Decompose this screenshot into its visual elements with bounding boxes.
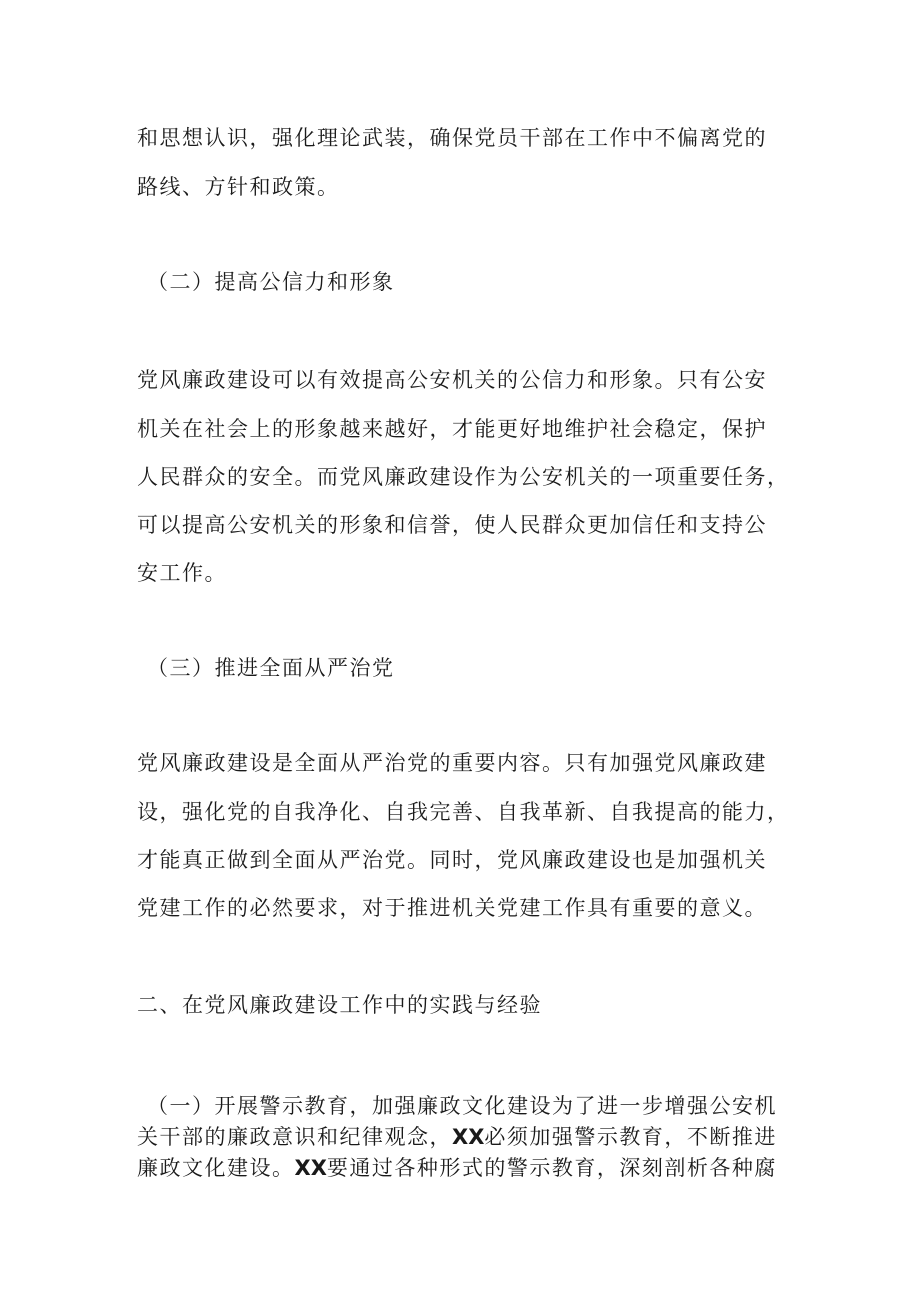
paragraph-line: 才能真正做到全面从严治党。同时，党风廉政建设也是加强机关 bbox=[137, 848, 767, 872]
part-heading: 二、在党风廉政建设工作中的实践与经验 bbox=[137, 993, 542, 1017]
paragraph-line: 党建工作的必然要求，对于推进机关党建工作具有重要的意义。 bbox=[137, 896, 767, 920]
section-heading: （三）推进全面从严治党 bbox=[147, 656, 395, 680]
text-span: 必须加强警示教育，不断推进 bbox=[484, 1125, 777, 1149]
placeholder-xx: XX bbox=[452, 1125, 485, 1149]
paragraph-line: （一）开展警示教育，加强廉政文化建设为了进一步增强公安机 bbox=[147, 1094, 777, 1118]
paragraph-line: 安工作。 bbox=[137, 561, 227, 585]
text-span: 关干部的廉政意识和纪律观念， bbox=[137, 1125, 452, 1149]
text-span: 廉政文化建设。 bbox=[137, 1156, 295, 1180]
paragraph-line: 可以提高公安机关的形象和信誉，使人民群众更加信任和支持公 bbox=[137, 513, 767, 537]
paragraph-line: 机关在社会上的形象越来越好，才能更好地维护社会稳定，保护 bbox=[137, 417, 767, 441]
text-span: 要通过各种形式的警示教育，深刻剖析各种腐 bbox=[326, 1156, 777, 1180]
paragraph-line bbox=[137, 1155, 777, 1181]
paragraph-line: 党风廉政建设是全面从严治党的重要内容。只有加强党风廉政建 bbox=[137, 751, 767, 775]
section-heading: （二）提高公信力和形象 bbox=[147, 270, 395, 294]
paragraph-line: 人民群众的安全。而党风廉政建设作为公安机关的一项重要任务， bbox=[137, 465, 790, 489]
paragraph-line bbox=[137, 1124, 777, 1150]
paragraph-line: 和思想认识，强化理论武装，确保党员干部在工作中不偏离党的 bbox=[137, 126, 767, 150]
paragraph-line: 党风廉政建设可以有效提高公安机关的公信力和形象。只有公安 bbox=[137, 368, 767, 392]
paragraph-line: 路线、方针和政策。 bbox=[137, 175, 340, 199]
placeholder-xx: XX bbox=[294, 1156, 327, 1180]
paragraph-line: 设，强化党的自我净化、自我完善、自我革新、自我提高的能力， bbox=[137, 800, 790, 824]
